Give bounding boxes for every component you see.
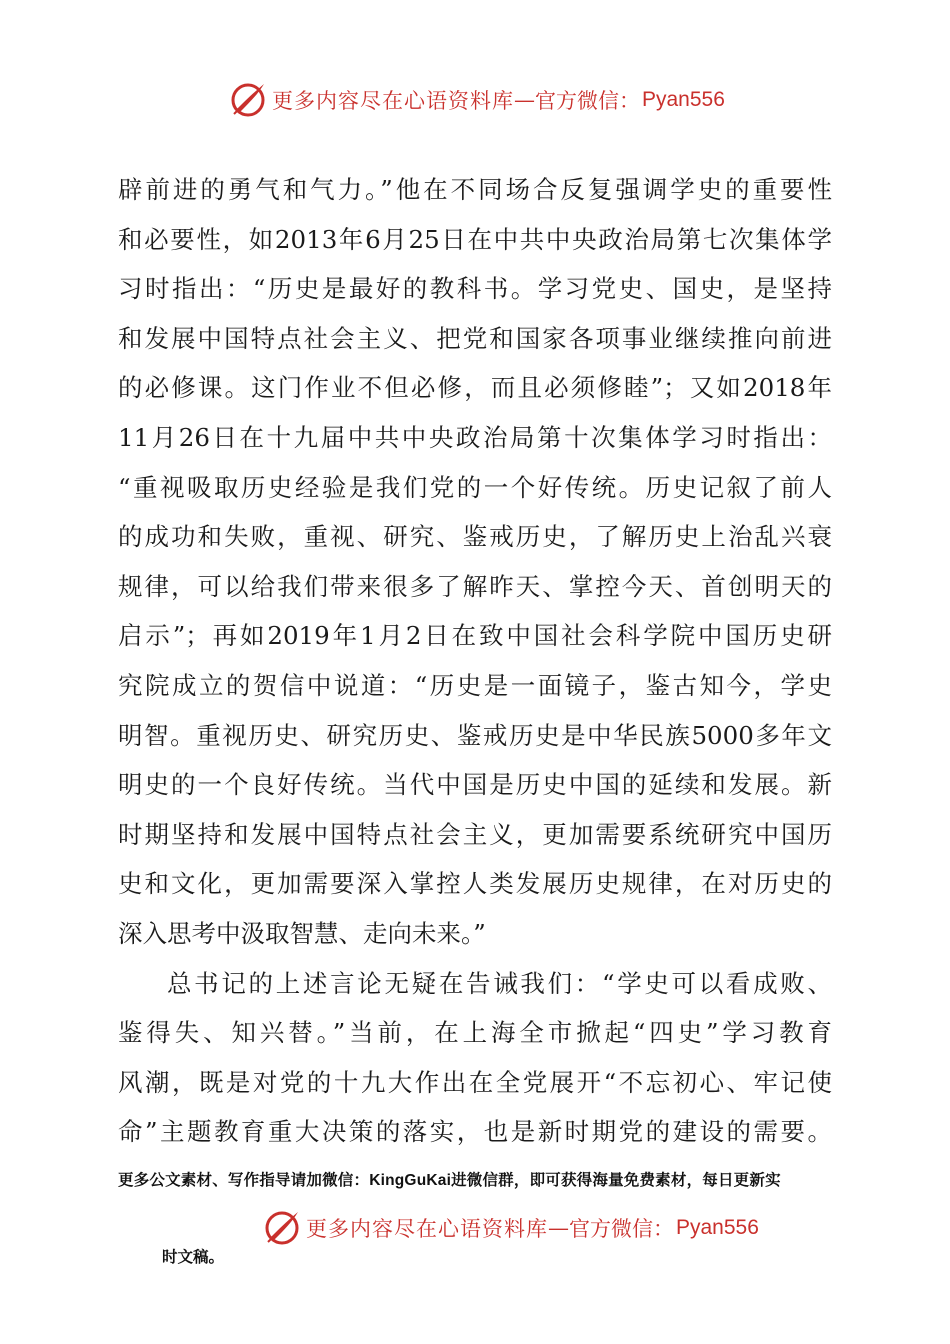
text-line: 鉴得失、知兴替。”当前，在上海全市掀起“四史”学习教育 — [118, 1018, 832, 1048]
text-line: 11月26日在十九届中共中央政治局第十次集体学习时指出： — [118, 422, 832, 452]
document-body — [118, 165, 832, 1157]
watermark-brand: 更多内容尽在心语资料库 — [272, 89, 514, 113]
text-line: 和必要性，如2013年6月25日在中共中央政治局第七次集体学 — [118, 224, 832, 254]
watermark-wechat-id: Pyan556 — [642, 88, 725, 111]
paragraph-2 — [118, 959, 832, 1157]
text-line: 深入思考中汲取智慧、走向未来。” — [118, 918, 486, 948]
text-line: 明史的一个良好传统。当代中国是历史中国的延续和发展。新 — [118, 770, 832, 800]
watermark-separator: — — [514, 88, 535, 112]
text-line: 启示”；再如2019年1月2日在致中国社会科学院中国历史研 — [118, 621, 832, 651]
watermark-brand: 更多内容尽在心语资料库 — [306, 1217, 548, 1241]
text-line: 命”主题教育重大决策的落实，也是新时期党的建设的需要。 — [118, 1117, 832, 1147]
header-watermark — [228, 78, 725, 122]
text-line: 风潮，既是对党的十九大作出在全党展开“不忘初心、牢记使 — [118, 1067, 832, 1097]
text-line: 的必修课。这门作业不但必修，而且必须修睦”；又如2018年 — [118, 373, 832, 403]
paragraph-1 — [118, 165, 832, 959]
watermark-label: 官方微信： — [569, 1217, 674, 1241]
text-line: 总书记的上述言论无疑在告诫我们：“学史可以看成败、 — [167, 968, 832, 998]
text-line: 究院成立的贺信中说道：“历史是一面镜子，鉴古知今，学史 — [118, 670, 832, 700]
footer-notice: 更多公文素材、写作指导请加微信：KingGuKai进微信群，即可获得海量免费素材，每日更新实 — [118, 1172, 781, 1189]
watermark-label: 官方微信： — [535, 89, 640, 113]
footer-notice-end: 时文稿。 — [162, 1249, 225, 1266]
quill-logo-icon — [228, 80, 268, 120]
text-line: 明智。重视历史、研究历史、鉴戒历史是中华民族5000多年文 — [118, 720, 832, 750]
text-line: 的成功和失败，重视、研究、鉴戒历史，了解历史上治乱兴衰 — [118, 522, 832, 552]
watermark-wechat-id: Pyan556 — [676, 1216, 759, 1239]
text-line: 史和文化，更加需要深入掌控人类发展历史规律，在对历史的 — [118, 869, 832, 899]
text-line: 时期坚持和发展中国特点社会主义，更加需要系统研究中国历 — [118, 819, 832, 849]
footer-watermark — [262, 1206, 759, 1250]
text-line: “重视吸取历史经验是我们党的一个好传统。历史记叙了前人 — [118, 472, 832, 502]
text-line: 习时指出：“历史是最好的教科书。学习党史、国史，是坚持 — [118, 274, 832, 304]
text-line: 和发展中国特点社会主义、把党和国家各项事业继续推向前进 — [118, 323, 832, 353]
quill-logo-icon — [262, 1208, 302, 1248]
watermark-separator: — — [548, 1216, 569, 1240]
text-line: 规律，可以给我们带来很多了解昨天、掌控今天、首创明天的 — [118, 571, 832, 601]
text-line: 辟前进的勇气和气力。”他在不同场合反复强调学史的重要性 — [118, 175, 832, 204]
